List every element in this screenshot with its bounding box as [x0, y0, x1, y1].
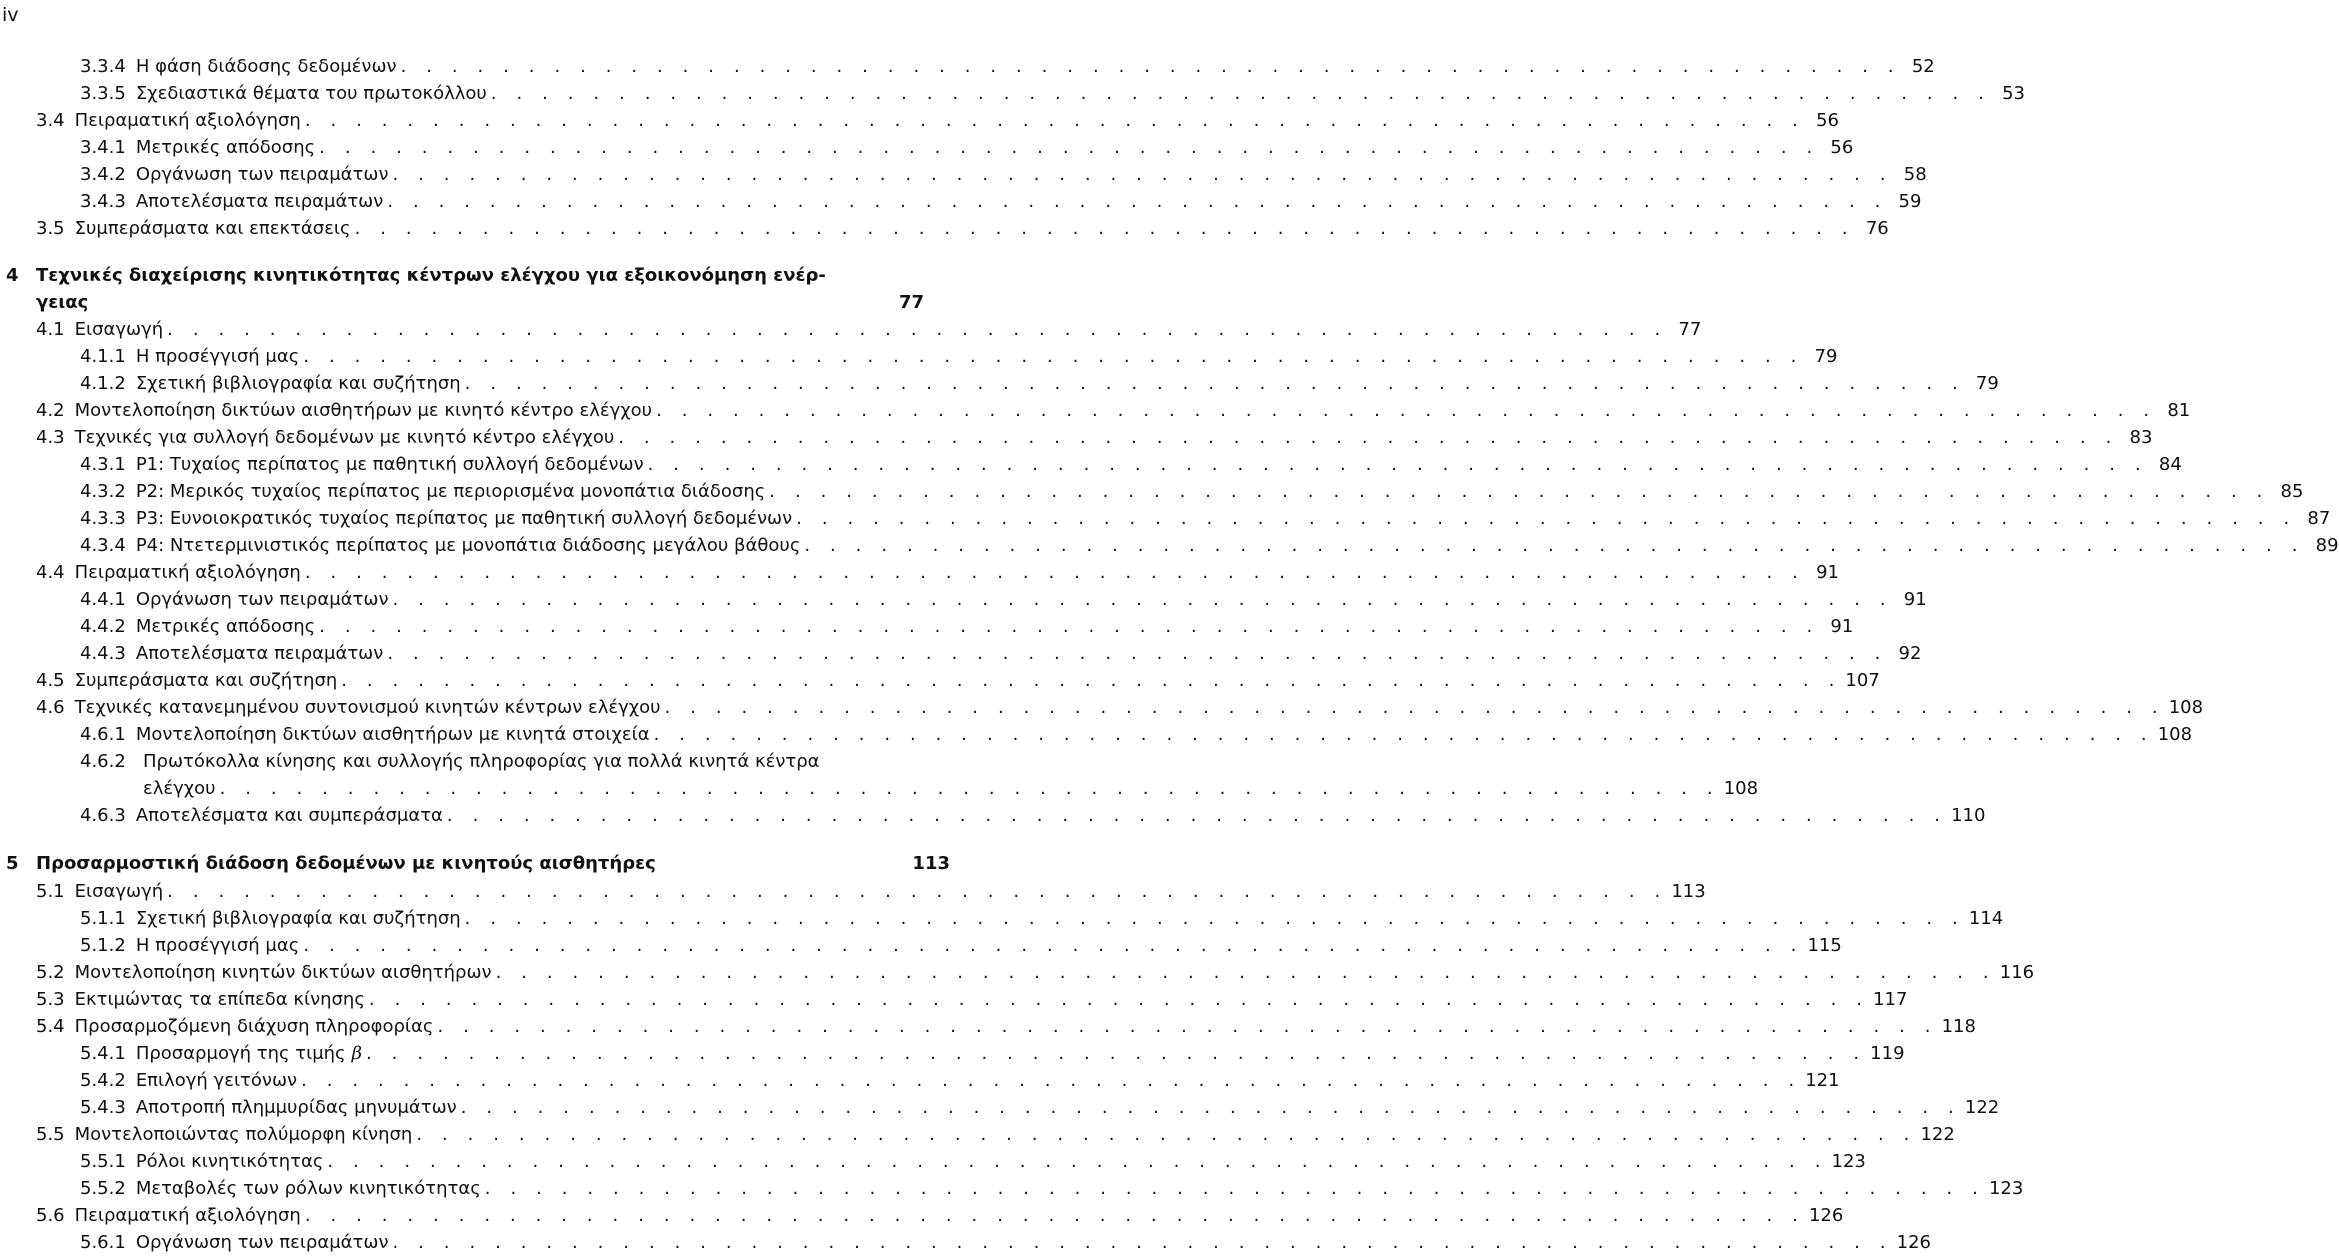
toc-entry[interactable] — [80, 191, 1922, 218]
entry-title: Αποτελέσματα πειραμάτων — [135, 191, 384, 212]
toc-entry[interactable] — [36, 427, 2153, 454]
toc-entry[interactable] — [36, 319, 1702, 346]
entry-title: Αποτροπή πλημμυρίδας μηνυμάτων — [135, 1097, 457, 1118]
entry-page: 108 — [2168, 697, 2204, 718]
entry-page: 113 — [912, 853, 950, 874]
dot-leader: . . . . . . . . . . . . . . . . . . . . . . . . . . . . . . . . . . . . . . . . . . . . . . . . . . . . . . . . . . . — [304, 562, 1805, 583]
entry-title: Αποτελέσματα πειραμάτων — [135, 643, 384, 664]
chapter-title-line1[interactable]: Τεχνικές διαχείρισης κινητικότητας κέντρων ελέγχου για εξοικονόμηση ενέρ- — [36, 265, 826, 286]
entry-page: 52 — [1911, 56, 1935, 77]
toc-entry[interactable] — [36, 1016, 1976, 1043]
entry-title: Πειραματική αξιολόγηση — [74, 110, 301, 131]
entry-number: 4.2 — [36, 400, 65, 421]
entry-page: 87 — [2307, 508, 2331, 529]
toc-entry[interactable] — [80, 481, 2304, 508]
entry-number: 4.3.1 — [80, 454, 126, 475]
entry-title: Τεχνικές για συλλογή δεδομένων με κινητό κέντρο ελέγχου — [74, 427, 615, 448]
entry-number: 4.1 — [36, 319, 65, 340]
dot-leader: . . . . . . . . . . . . . . . . . . . . . . . . . . . . . . . . . . . . . . . . . . . . . . . . . . . . . . . . . . . — [460, 1097, 1961, 1118]
toc-entry[interactable] — [80, 935, 1842, 962]
toc-entry[interactable] — [80, 643, 1922, 670]
entry-page: 79 — [1975, 373, 1999, 394]
toc-entry[interactable] — [36, 989, 1908, 1016]
entry-number: 3.3.5 — [80, 83, 126, 104]
toc-entry[interactable] — [36, 1124, 1955, 1151]
toc-entry[interactable] — [80, 1232, 1932, 1259]
entry-title: Οργάνωση των πειραμάτων — [135, 589, 389, 610]
dot-leader: . . . . . . . . . . . . . . . . . . . . . . . . . . . . . . . . . . . . . . . . . . . . . . . . . . . . . . . . . . . — [400, 56, 1901, 77]
dot-leader: . . . . . . . . . . . . . . . . . . . . . . . . . . . . . . . . . . . . . . . . . . . . . . . . . . . . . . . . . . . — [647, 454, 2148, 475]
entry-number: 3.3.4 — [80, 56, 126, 77]
entry-title: P4: Ντετερμινιστικός περίπατος με μονοπάτια διάδοσης μεγάλου βάθους — [135, 535, 801, 556]
entry-title: Μετρικές απόδοσης — [135, 616, 316, 637]
dot-leader: . . . . . . . . . . . . . . . . . . . . . . . . . . . . . . . . . . . . . . . . . . . . . . . . . . . . . . . . . . . — [653, 724, 2154, 745]
entry-title: Εισαγωγή — [74, 881, 164, 902]
entry-page: 91 — [1903, 589, 1927, 610]
dot-leader: . . . . . . . . . . . . . . . . . . . . . . . . . . . . . . . . . . . . . . . . . . . . . . . . . . . . . . . . . . . — [387, 643, 1888, 664]
dot-leader: . . . . . . . . . . . . . . . . . . . . . . . . . . . . . . . . . . . . . . . . . . . . . . . . . . . . . . . . . . . — [303, 346, 1804, 367]
entry-page: 108 — [2157, 724, 2193, 745]
entry-number: 5.5.2 — [80, 1178, 126, 1199]
entry-page: 53 — [2002, 83, 2025, 104]
entry-title: Μοντελοποίηση δικτύων αισθητήρων με κινητό κέντρο ελέγχου — [74, 400, 653, 421]
entry-title: Συμπεράσματα και επεκτάσεις — [74, 218, 351, 239]
entry-page: 116 — [1999, 962, 2035, 983]
entry-title: Αποτελέσματα και συμπεράσματα — [135, 805, 443, 826]
entry-page: 110 — [1951, 805, 1986, 826]
entry-page: 92 — [1898, 643, 1922, 664]
dot-leader: . . . . . . . . . . . . . . . . . . . . . . . . . . . . . . . . . . . . . . . . . . . . . . . . . . . . . . . . . . . — [484, 1178, 1985, 1199]
dot-leader: . . . . . . . . . . . . . . . . . . . . . . . . . . . . . . . . . . . . . . . . . . . . . . . . . . . . . . . . . . . — [304, 1205, 1805, 1226]
entry-page: 118 — [1941, 1016, 1976, 1037]
entry-number: 4.1.2 — [80, 373, 126, 394]
dot-leader: . . . . . . . . . . . . . . . . . . . . . . . . . . . . . . . . . . . . . . . . . . . . . . . . . . . . . . . . . . . — [366, 1043, 1867, 1064]
chapter-number: 5 — [6, 853, 19, 874]
toc-chapter-entry[interactable] — [36, 292, 924, 319]
entry-number: 4.4.1 — [80, 589, 126, 610]
entry-number: 3.4 — [36, 110, 65, 131]
entry-number: 5.1 — [36, 881, 65, 902]
dot-leader: . . . . . . . . . . . . . . . . . . . . . . . . . . . . . . . . . . . . . . . . . . . . . . . . . . . . . . . . . . . — [167, 881, 1668, 902]
toc-entry[interactable] — [80, 805, 1986, 832]
entry-title: P2: Μερικός τυχαίος περίπατος με περιορισμένα μονοπάτια διάδοσης — [135, 481, 766, 502]
entry-page: 114 — [1968, 908, 2004, 929]
entry-page: 113 — [1671, 881, 1706, 902]
entry-title: Προσαρμοζόμενη διάχυση πληροφορίας — [74, 1016, 434, 1037]
entry-page: 56 — [1816, 110, 1839, 131]
entry-page: 85 — [2280, 481, 2304, 502]
entry-title: Η προσέγγισή μας — [135, 346, 300, 367]
entry-number: 4.3.2 — [80, 481, 126, 502]
entry-page: 76 — [1865, 218, 1889, 239]
entry-number: 4.3 — [36, 427, 65, 448]
entry-page: 83 — [2129, 427, 2153, 448]
entry-title: Πειραματική αξιολόγηση — [74, 1205, 301, 1226]
dot-leader: . . . . . . . . . . . . . . . . . . . . . . . . . . . . . . . . . . . . . . . . . . . . . . . . . . . . . . . . . . . — [656, 400, 2157, 421]
entry-page: 119 — [1870, 1043, 1905, 1064]
toc-entry[interactable] — [80, 373, 1999, 400]
entry-number: 5.4.3 — [80, 1097, 126, 1118]
toc-entry[interactable] — [36, 110, 1839, 137]
entry-number: 4.6 — [36, 697, 65, 718]
entry-title: Εκτιμώντας τα επίπεδα κίνησης — [74, 989, 365, 1010]
dot-leader: . . . . . . . . . . . . . . . . . . . . . . . . . . . . . . . . . . . . . . . . . . . . . . . . . . . . . . . . . . . — [490, 83, 1991, 104]
entry-title: Συμπεράσματα και συζήτηση — [74, 670, 338, 691]
entry-title: Πειραματική αξιολόγηση — [74, 562, 301, 583]
dot-leader: . . . . . . . . . . . . . . . . . . . . . . . . . . . . . . . . . . . . . . . . . . . . . . . . . . . . . . . . . . . — [304, 110, 1805, 131]
toc-entry[interactable] — [36, 218, 1889, 245]
toc-entry[interactable] — [80, 1043, 1905, 1070]
dot-leader: . . . . . . . . . . . . . . . . . . . . . . . . . . . . . . . . . . . . . . . . . . . . . . . . . . . . . . . . . . . — [319, 616, 1820, 637]
entry-number: 4.6.1 — [80, 724, 126, 745]
dot-leader: . . . . . . . . . . . . . . . . . . . . . . . . . . . . . . . . . . . . . . . . . . . . . . . . . . . . . . . . . . . — [219, 778, 1720, 799]
dot-leader: . . . . . . . . . . . . . . . . . . . . . . . . . . . . . . . . . . . . . . . . . . . . . . . . . . . . . . . . . . . — [387, 191, 1888, 212]
entry-title-line1[interactable]: Πρωτόκολλα κίνησης και συλλογής πληροφορίας για πολλά κινητά κέντρα — [143, 751, 820, 772]
entry-page: 77 — [1678, 319, 1702, 340]
entry-page: 81 — [2167, 400, 2191, 421]
entry-title: Μοντελοποιώντας πολύμορφη κίνηση — [74, 1124, 413, 1145]
toc-entry[interactable] — [80, 164, 1927, 191]
dot-leader: . . . . . . . . . . . . . . . . . . . . . . . . . . . . . . . . . . . . . . . . . . . . . . . . . . . . . . . . . . . — [392, 1232, 1893, 1253]
entry-page: 59 — [1898, 191, 1922, 212]
entry-title: Μοντελοποίηση κινητών δικτύων αισθητήρων — [74, 962, 492, 983]
chapter-number: 4 — [6, 265, 19, 286]
entry-page: 126 — [1808, 1205, 1844, 1226]
entry-number: 4.3.3 — [80, 508, 126, 529]
entry-title: Σχετική βιβλιογραφία και συζήτηση — [135, 908, 461, 929]
dot-leader: . . . . . . . . . . . . . . . . . . . . . . . . . . . . . . . . . . . . . . . . . . . . . . . . . . . . . . . . . . . — [392, 589, 1893, 610]
toc-entry[interactable] — [80, 346, 1838, 373]
toc-entry[interactable] — [36, 562, 1839, 589]
entry-page: 115 — [1807, 935, 1842, 956]
entry-page: 121 — [1805, 1070, 1840, 1091]
entry-number: 5.1.2 — [80, 935, 126, 956]
beta-symbol: β — [351, 1043, 363, 1064]
page-number: iv — [2, 4, 19, 26]
dot-leader: . . . . . . . . . . . . . . . . . . . . . . . . . . . . . . . . . . . . . . . . . . . . . . . . . . . . . . . . . . . — [327, 1151, 1828, 1172]
toc-entry[interactable] — [80, 535, 2339, 562]
entry-title: Σχετική βιβλιογραφία και συζήτηση — [135, 373, 461, 394]
entry-number: 3.4.1 — [80, 137, 126, 158]
entry-title: Η φάση διάδοσης δεδομένων — [135, 56, 397, 77]
entry-page: 58 — [1903, 164, 1927, 185]
dot-leader: . . . . . . . . . . . . . . . . . . . . . . . . . . . . . . . . . . . . . . . . . . . . . . . . . . . . . . . . . . . — [796, 508, 2297, 529]
entry-title: Μετρικές απόδοσης — [135, 137, 316, 158]
entry-page: 123 — [1988, 1178, 2024, 1199]
entry-number: 4.3.4 — [80, 535, 126, 556]
entry-number: 5.5.1 — [80, 1151, 126, 1172]
chapter-title: Προσαρμοστική διάδοση δεδομένων με κινητούς αισθητήρες — [36, 853, 656, 874]
entry-number: 5.6.1 — [80, 1232, 126, 1253]
toc-entry[interactable] — [36, 1205, 1844, 1232]
dot-leader: . . . . . . . . . . . . . . . . . . . . . . . . . . . . . . . . . . . . . . . . . . . . . . . . . . . . . . . . . . . — [464, 908, 1965, 929]
toc-entry[interactable] — [80, 508, 2331, 535]
entry-page: 117 — [1873, 989, 1908, 1010]
entry-page: 122 — [1964, 1097, 2000, 1118]
entry-number: 5.5 — [36, 1124, 65, 1145]
entry-page: 79 — [1814, 346, 1838, 367]
entry-page: 91 — [1830, 616, 1854, 637]
toc-entry[interactable] — [80, 1070, 1840, 1097]
toc-entry[interactable] — [36, 697, 2204, 724]
entry-title: Οργάνωση των πειραμάτων — [135, 164, 389, 185]
entry-page: 122 — [1920, 1124, 1955, 1145]
dot-leader: . . . . . . . . . . . . . . . . . . . . . . . . . . . . . . . . . . . . . . . . . . . . . . . . . . . . . . . . . . . — [618, 427, 2119, 448]
dot-leader: . . . . . . . . . . . . . . . . . . . . . . . . . . . . . . . . . . . . . . . . . . . . . . . . . . . . . . . . . . . — [464, 373, 1965, 394]
toc-entry[interactable] — [80, 589, 1927, 616]
dot-leader: . . . . . . . . . . . . . . . . . . . . . . . . . . . . . . . . . . . . . . . . . . . . . . . . . . . . . . . . . . . — [368, 989, 1870, 1010]
entry-page: 77 — [898, 292, 924, 313]
entry-title: Μεταβολές των ρόλων κινητικότητας — [135, 1178, 481, 1199]
entry-title: P1: Τυχαίος περίπατος με παθητική συλλογή δεδομένων — [135, 454, 644, 475]
entry-number: 4.5 — [36, 670, 65, 691]
entry-number: 4.6.3 — [80, 805, 126, 826]
entry-number: 5.4.1 — [80, 1043, 126, 1064]
toc-entry[interactable] — [36, 670, 1880, 697]
toc-entry[interactable] — [36, 881, 1706, 908]
toc-entry[interactable] — [80, 1178, 2024, 1205]
entry-number: 3.4.2 — [80, 164, 126, 185]
toc-entry[interactable] — [80, 454, 2182, 481]
entry-number: 5.3 — [36, 989, 65, 1010]
entry-number: 4.6.2 — [80, 751, 126, 772]
entry-number: 5.6 — [36, 1205, 65, 1226]
entry-title: Οργάνωση των πειραμάτων — [135, 1232, 389, 1253]
entry-number: 5.4 — [36, 1016, 65, 1037]
entry-title: Ρόλοι κινητικότητας — [135, 1151, 324, 1172]
dot-leader: . . . . . . . . . . . . . . . . . . . . . . . . . . . . . . . . . . . . . . . . . . . . . . . . . . . . . . . . . . . — [446, 805, 1948, 826]
toc-entry[interactable] — [80, 1151, 1866, 1178]
dot-leader: . . . . . . . . . . . . . . . . . . . . . . . . . . . . . . . . . . . . . . . . . . . . . . . . . . . . . . . . . . . — [301, 1070, 1802, 1091]
entry-number: 3.4.3 — [80, 191, 126, 212]
dot-leader: . . . . . . . . . . . . . . . . . . . . . . . . . . . . . . . . . . . . . . . . . . . . . . . . . . . . . . . . . . . — [341, 670, 1842, 691]
toc-entry[interactable] — [36, 400, 2191, 427]
entry-page: 108 — [1723, 778, 1759, 799]
entry-number: 3.5 — [36, 218, 65, 239]
entry-title-line2: ελέγχου — [143, 778, 216, 799]
toc-entry[interactable] — [80, 56, 1935, 83]
entry-title: Προσαρμογή της τιμής — [135, 1043, 346, 1064]
toc-chapter-entry[interactable] — [36, 853, 950, 880]
dot-leader: . . . . . . . . . . . . . . . . . . . . . . . . . . . . . . . . . . . . . . . . . . . . . . . . . . . . . . . . . . . — [392, 164, 1893, 185]
dot-leader: . . . . . . . . . . . . . . . . . . . . . . . . . . . . . . . . . . . . . . . . . . . . . . . . . . . . . . . . . . . — [804, 535, 2305, 556]
entry-page: 107 — [1845, 670, 1880, 691]
toc-entry[interactable] — [80, 1097, 2000, 1124]
dot-leader: . . . . . . . . . . . . . . . . . . . . . . . . . . . . . . . . . . . . . . . . . . . . . . . . . . . . . . . . . . . — [319, 137, 1820, 158]
toc-entry[interactable] — [80, 724, 2193, 751]
entry-page: 123 — [1831, 1151, 1866, 1172]
entry-number: 4.1.1 — [80, 346, 126, 367]
entry-number: 5.1.1 — [80, 908, 126, 929]
entry-title: Τεχνικές κατανεμημένου συντονισμού κινητών κέντρων ελέγχου — [74, 697, 661, 718]
dot-leader: . . . . . . . . . . . . . . . . . . . . . . . . . . . . . . . . . . . . . . . . . . . . . . . . . . . . . . . . . . . — [769, 481, 2270, 502]
toc-entry[interactable] — [143, 778, 1759, 805]
entry-page: 126 — [1896, 1232, 1932, 1253]
entry-number: 4.4.3 — [80, 643, 126, 664]
entry-number: 5.4.2 — [80, 1070, 126, 1091]
entry-number: 5.2 — [36, 962, 65, 983]
chapter-title-line2: γειας — [36, 292, 89, 313]
dot-leader: . . . . . . . . . . . . . . . . . . . . . . . . . . . . . . . . . . . . . . . . . . . . . . . . . . . . . . . . . . . — [416, 1124, 1917, 1145]
dot-leader: . . . . . . . . . . . . . . . . . . . . . . . . . . . . . . . . . . . . . . . . . . . . . . . . . . . . . . . . . . . — [167, 319, 1668, 340]
toc-entry[interactable] — [36, 962, 2035, 989]
dot-leader: . . . . . . . . . . . . . . . . . . . . . . . . . . . . . . . . . . . . . . . . . . . . . . . . . . . . . . . . . . . — [437, 1016, 1938, 1037]
entry-page: 84 — [2158, 454, 2182, 475]
entry-title: Σχεδιαστικά θέματα του πρωτοκόλλου — [135, 83, 487, 104]
entry-page: 56 — [1830, 137, 1854, 158]
dot-leader: . . . . . . . . . . . . . . . . . . . . . . . . . . . . . . . . . . . . . . . . . . . . . . . . . . . . . . . . . . . — [664, 697, 2165, 718]
dot-leader: . . . . . . . . . . . . . . . . . . . . . . . . . . . . . . . . . . . . . . . . . . . . . . . . . . . . . . . . . . . — [354, 218, 1855, 239]
dot-leader: . . . . . . . . . . . . . . . . . . . . . . . . . . . . . . . . . . . . . . . . . . . . . . . . . . . . . . . . . . . — [303, 935, 1804, 956]
entry-title: Μοντελοποίηση δικτύων αισθητήρων με κινητά στοιχεία — [135, 724, 650, 745]
entry-title: Η προσέγγισή μας — [135, 935, 300, 956]
entry-title: P3: Ευνοιοκρατικός τυχαίος περίπατος με παθητική συλλογή δεδομένων — [135, 508, 793, 529]
toc-entry[interactable] — [80, 83, 2025, 110]
toc-entry[interactable] — [80, 616, 1854, 643]
entry-page: 89 — [2315, 535, 2339, 556]
entry-number: 4.4.2 — [80, 616, 126, 637]
dot-leader: . . . . . . . . . . . . . . . . . . . . . . . . . . . . . . . . . . . . . . . . . . . . . . . . . . . . . . . . . . . — [495, 962, 1996, 983]
toc-entry[interactable] — [80, 137, 1854, 164]
entry-title: Επιλογή γειτόνων — [135, 1070, 298, 1091]
entry-title: Εισαγωγή — [74, 319, 164, 340]
toc-entry[interactable] — [80, 908, 2004, 935]
entry-number: 4.4 — [36, 562, 65, 583]
entry-page: 91 — [1816, 562, 1839, 583]
